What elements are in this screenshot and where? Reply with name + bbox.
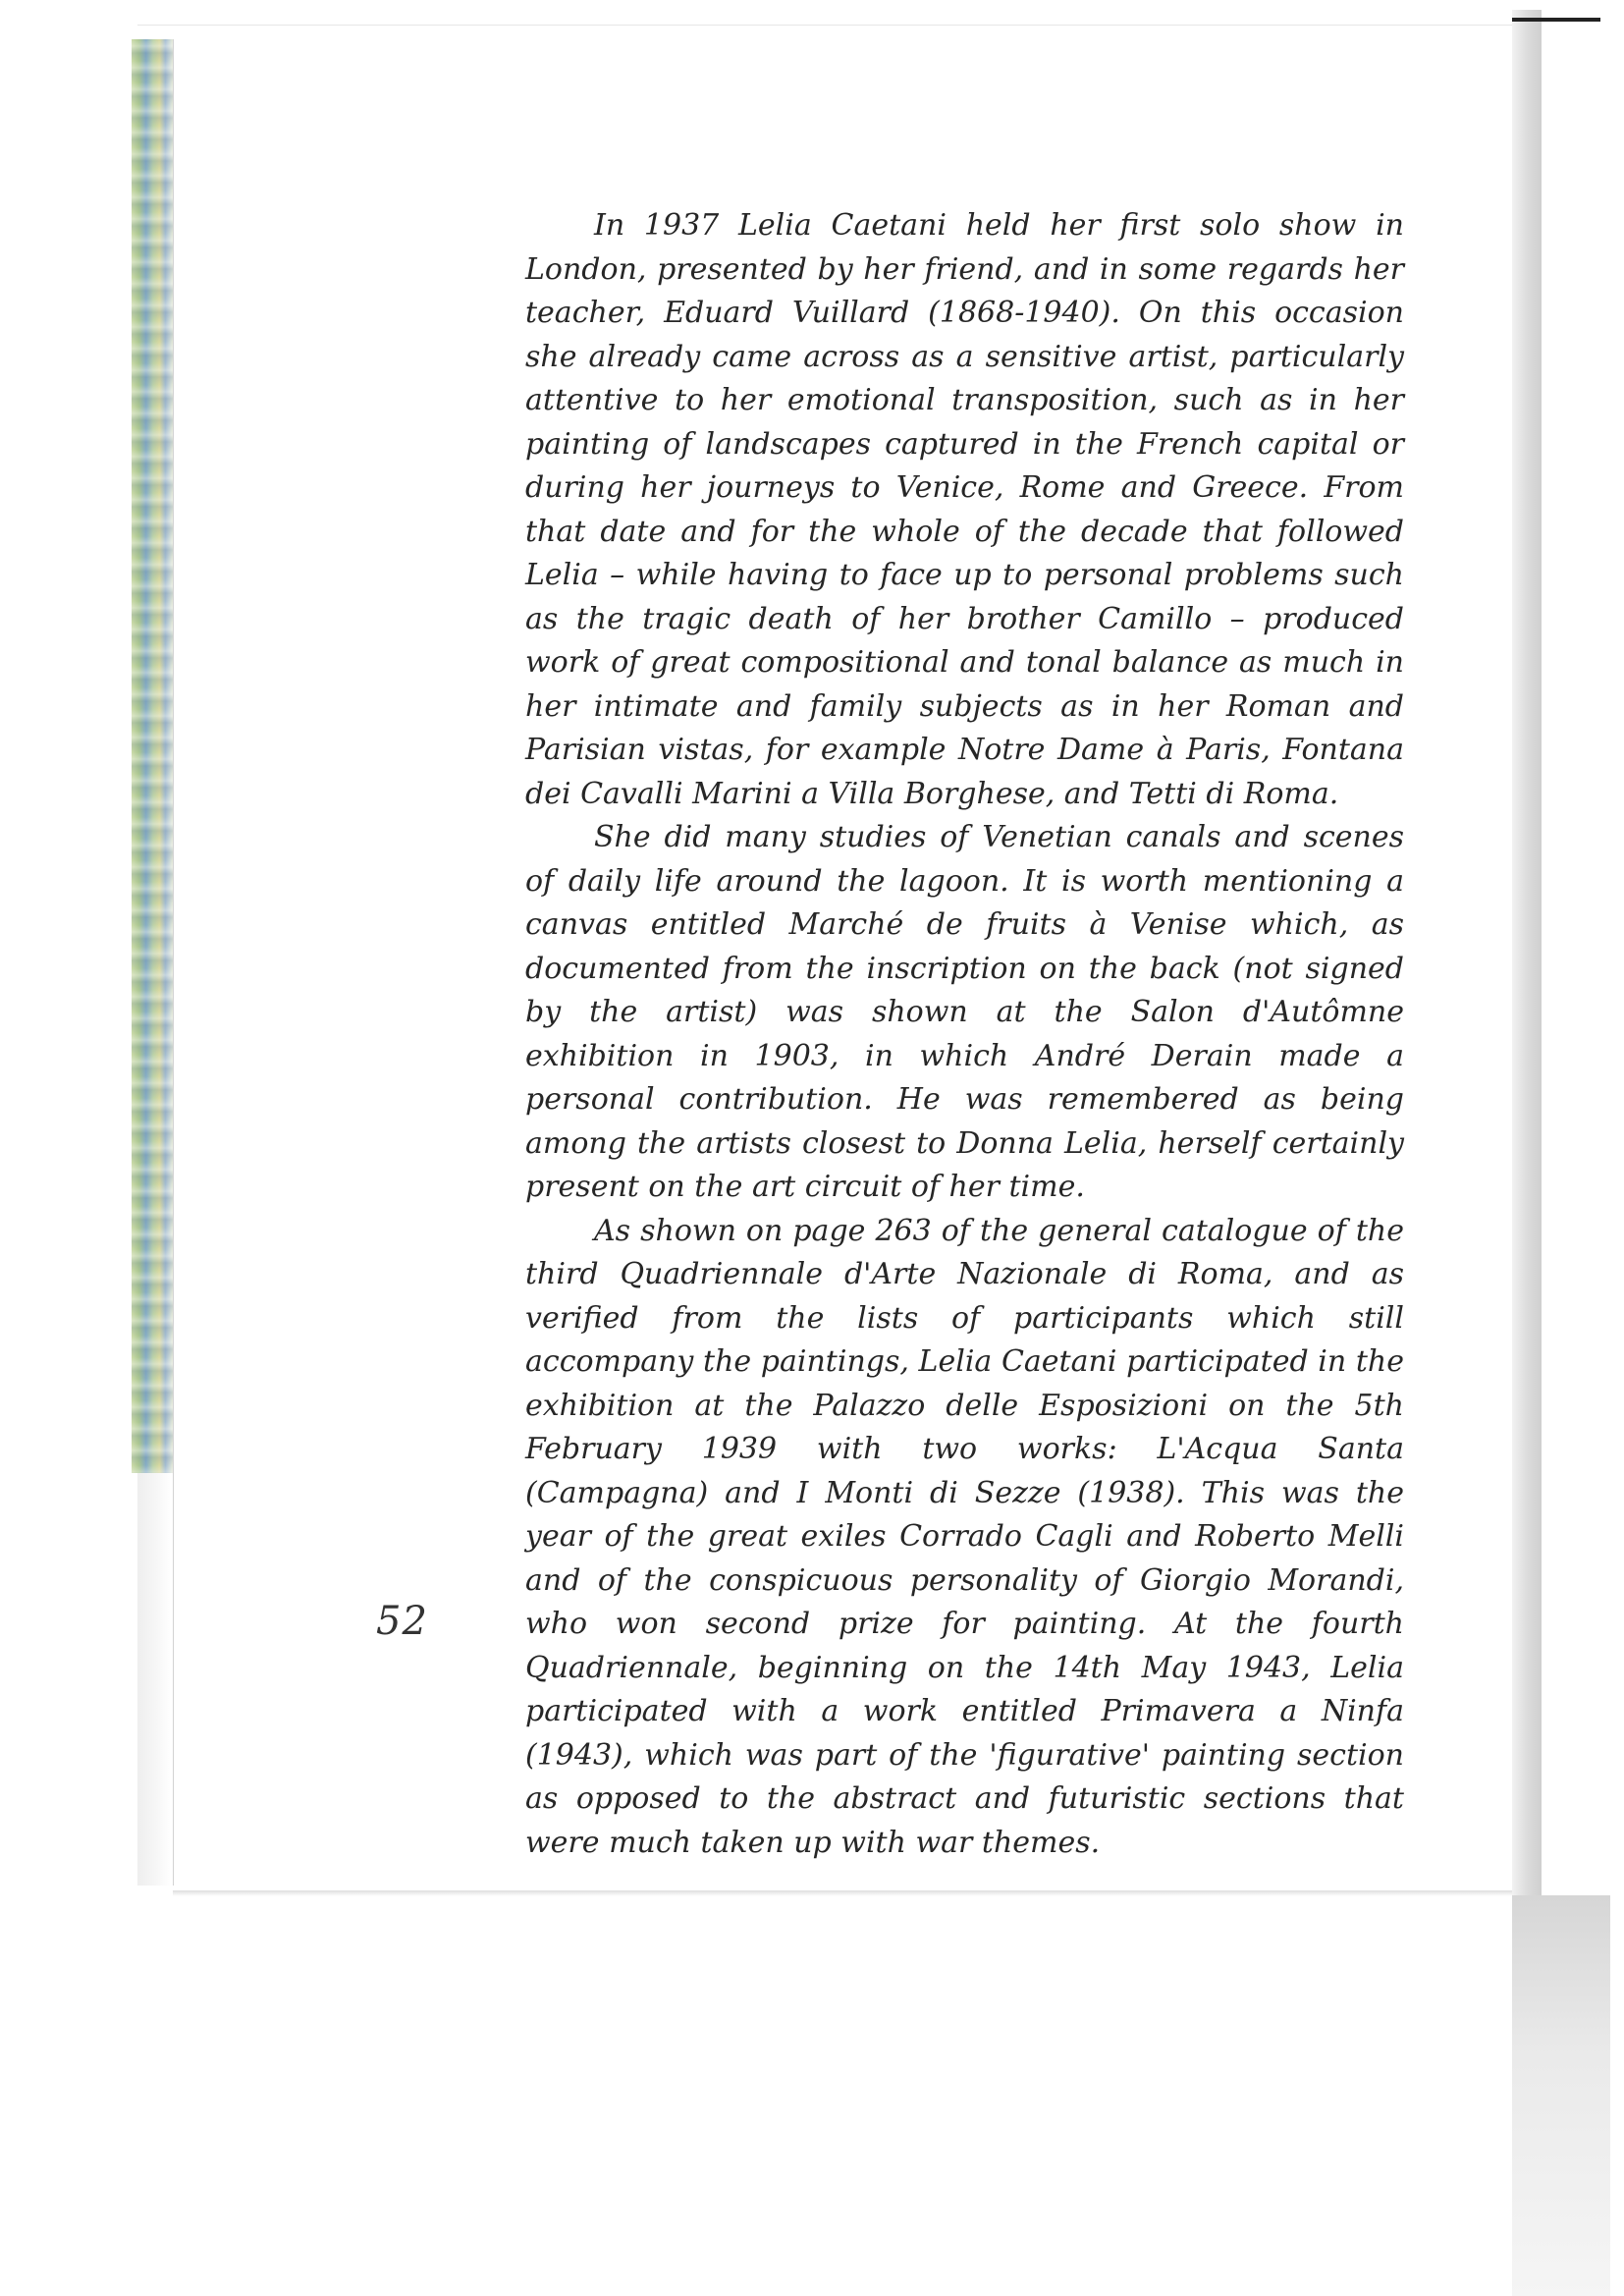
page-number: 52: [376, 1599, 428, 1644]
paragraph: In 1937 Lelia Caetani held her first solo show in London, presented by her friend, and in some regards her teacher, Eduard Vuillard (1868-1940). On this occasion she already came across as a sensitive artist, particularly attentive to her emotional transposition, such as in her painting of landscapes captured in the French capital or during her journeys to Venice, Rome and Greece. From that date and for the whole of the decade that followed Lelia – while having to face up to personal problems such as the tragic death of her brother Camillo – produced work of great compositional and tonal balance as much in her intimate and family subjects as in her Roman and Parisian vistas, for example Notre Dame à Paris, Fontana dei Cavalli Marini a Villa Borghese, and Tetti di Roma.: [525, 208, 1404, 811]
body-text: [525, 204, 1404, 1865]
facing-page-painting-edge: [132, 39, 173, 1473]
paragraph: As shown on page 263 of the general catalogue of the third Quadriennale d'Arte Nazionale di Roma, and as verified from the lists of participants which still accompany the paintings, Lelia Caetani participated in the exhibition at the Palazzo delle Esposizioni on the 5th February 1939 with two works: L'Acqua Santa (Campagna) and I Monti di Sezze (1938). This was the year of the great exiles Corrado Cagli and Roberto Melli and of the conspicuous personality of Giorgio Morandi, who won second prize for painting. At the fourth Quadriennale, beginning on the 14th May 1943, Lelia participated with a work entitled Primavera a Ninfa (1943), which was part of the 'figurative' painting section as opposed to the abstract and futuristic sections that were much taken up with war themes.: [525, 1213, 1404, 1860]
page-bottom-edge: [173, 1890, 1512, 1896]
book-gutter-line: [173, 39, 174, 1886]
paragraph: She did many studies of Venetian canals and scenes of daily life around the lagoon. It is worth mentioning a canvas entitled Marché de fruits à Venise which, as documented from the inscription on the back (not signed by the artist) was shown at the Salon d'Autômne exhibition in 1903, in which André Derain made a personal contribution. He was remembered as being among the artists closest to Donna Lelia, herself certainly present on the art circuit of her time.: [525, 820, 1404, 1204]
page-right-edge-mark: [1512, 18, 1600, 22]
facing-page-edge-lower: [137, 1473, 171, 1886]
scan-shadow: [1512, 1895, 1610, 2296]
